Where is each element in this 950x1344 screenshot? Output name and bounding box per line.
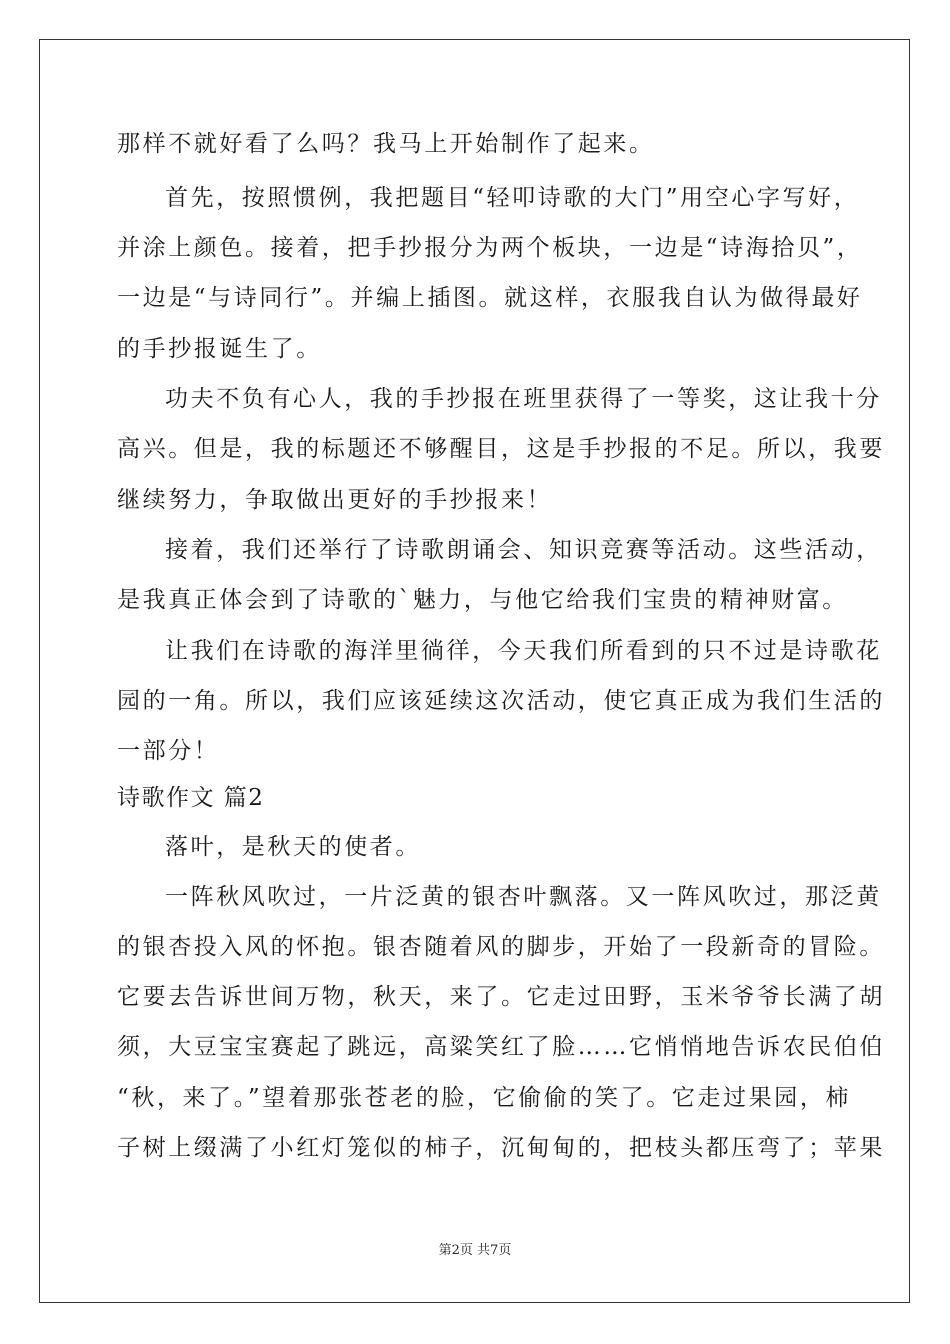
paragraph-line: 是我真正体会到了诗歌的`魅力，与他它给我们宝贵的精神财富。 — [117, 587, 848, 613]
paragraph-line: 园的一角。所以，我们应该延续这次活动，使它真正成为我们生活的 — [117, 688, 885, 714]
paragraph-line: 它要去告诉世间万物，秋天，来了。它走过田野，玉米爷爷长满了胡 — [117, 984, 885, 1010]
paragraph-line: 的手抄报诞生了。 — [117, 336, 322, 362]
paragraph-line: 首先，按照惯例，我把题目“轻叩诗歌的大门”用空心字写好， — [165, 185, 860, 211]
paragraph-line: 并涂上颜色。接着，把手抄报分为两个板块，一边是“诗海拾贝”， — [117, 235, 863, 261]
paragraph-line: 继续努力，争取做出更好的手抄报来！ — [117, 487, 553, 513]
paragraph-line: 接着，我们还举行了诗歌朗诵会、知识竞赛等活动。这些活动， — [165, 537, 882, 563]
paragraph-line: 高兴。但是，我的标题还不够醒目，这是手抄报的不足。所以，我要 — [117, 436, 885, 462]
paragraph-line: 落叶，是秋天的使者。 — [165, 834, 421, 860]
paragraph-line: 须，大豆宝宝赛起了跳远，高粱笑红了脸……它悄悄地告诉农民伯伯 — [117, 1034, 885, 1060]
paragraph-line: “秋，来了。”望着那张苍老的脸，它偷偷的笑了。它走过果园，柿 — [117, 1085, 852, 1111]
paragraph-line: 那样不就好看了么吗？我马上开始制作了起来。 — [117, 131, 655, 157]
section-heading: 诗歌作文 篇2 — [117, 785, 265, 811]
paragraph-line: 一阵秋风吹过，一片泛黄的银杏叶飘落。又一阵风吹过，那泛黄 — [165, 884, 882, 910]
paragraph-line: 的银杏投入风的怀抱。银杏随着风的脚步，开始了一段新奇的冒险。 — [117, 934, 885, 960]
paragraph-line: 一边是“与诗同行”。并编上插图。就这样，衣服我自认为做得最好 — [117, 285, 863, 311]
page-number: 第2页 共7页 — [438, 1243, 512, 1258]
paragraph-line: 功夫不负有心人，我的手抄报在班里获得了一等奖，这让我十分 — [165, 386, 882, 412]
paragraph-line: 一部分！ — [117, 738, 220, 764]
paragraph-line: 让我们在诗歌的海洋里徜徉，今天我们所看到的只不过是诗歌花 — [165, 638, 882, 664]
paragraph-line: 子树上缀满了小红灯笼似的柿子，沉甸甸的，把枝头都压弯了；苹果 — [117, 1135, 885, 1161]
